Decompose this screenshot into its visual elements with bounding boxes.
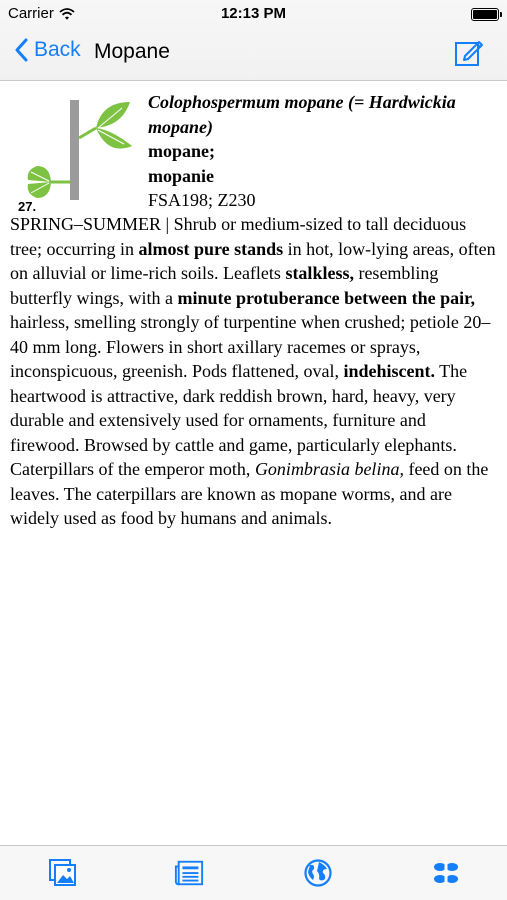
species-description [10,212,497,531]
species-content [0,80,507,845]
season-label: SPRING–SUMMER | [10,214,174,234]
emphasis-text: stalkless, [285,263,354,283]
compose-icon[interactable] [453,36,485,68]
reference-codes: FSA198; Z230 [148,190,256,210]
gallery-icon[interactable] [48,858,78,888]
emphasis-text: indehiscent. [343,361,435,381]
description-text: feed on the leaves. The caterpillars are known as mopane worms, and are widely used as food by humans and animals. [10,459,489,528]
globe-icon[interactable] [303,858,333,888]
species-number: 27. [18,199,37,214]
chevron-left-icon [14,38,28,62]
tab-bar [0,845,507,900]
clock: 12:13 PM [220,5,287,22]
description-text: in hot, low-lying areas, often on alluvial or lime-rich soils. Leaflets [10,238,496,283]
scientific-name: Colophospermum mopane (= Hardwickia mopane) [148,92,456,137]
common-name: mopanie [148,165,215,186]
species-italic-text: Gonimbrasia belina, [254,459,404,479]
leaf-plant-icon [10,90,145,214]
page-title: Mopane [94,40,170,63]
emphasis-text: almost pure stands [138,238,284,259]
status-bar [0,0,507,28]
description-text: hairless, smelling strongly of turpentine when crushed; petiole 20–40 mm long. Flowers in short axillary racemes or sprays, inconspicuous, greenish. Pods flattened, oval, [10,312,491,381]
carrier-label: Carrier [8,5,54,22]
battery-icon [471,8,499,21]
species-header [10,90,500,214]
back-button[interactable] [14,38,81,62]
species-names [148,90,500,213]
back-label: Back [34,38,81,61]
description-text: resembling butterfly wings, with a [10,263,439,308]
description-text: The heartwood is attractive, dark reddish brown, hard, heavy, very durable and extensively used for ornaments, furniture and firewood. Browsed by cattle and game, particularly elephants. Caterpillars of the emperor moth, [10,361,468,479]
text-page-icon[interactable] [174,858,204,888]
description-text: Shrub or medium-sized to tall deciduous tree; occurring in [10,214,467,259]
emphasis-text: minute protuberance between the pair, [177,287,475,308]
key-icon[interactable] [431,858,461,888]
common-name: mopane; [148,141,215,161]
